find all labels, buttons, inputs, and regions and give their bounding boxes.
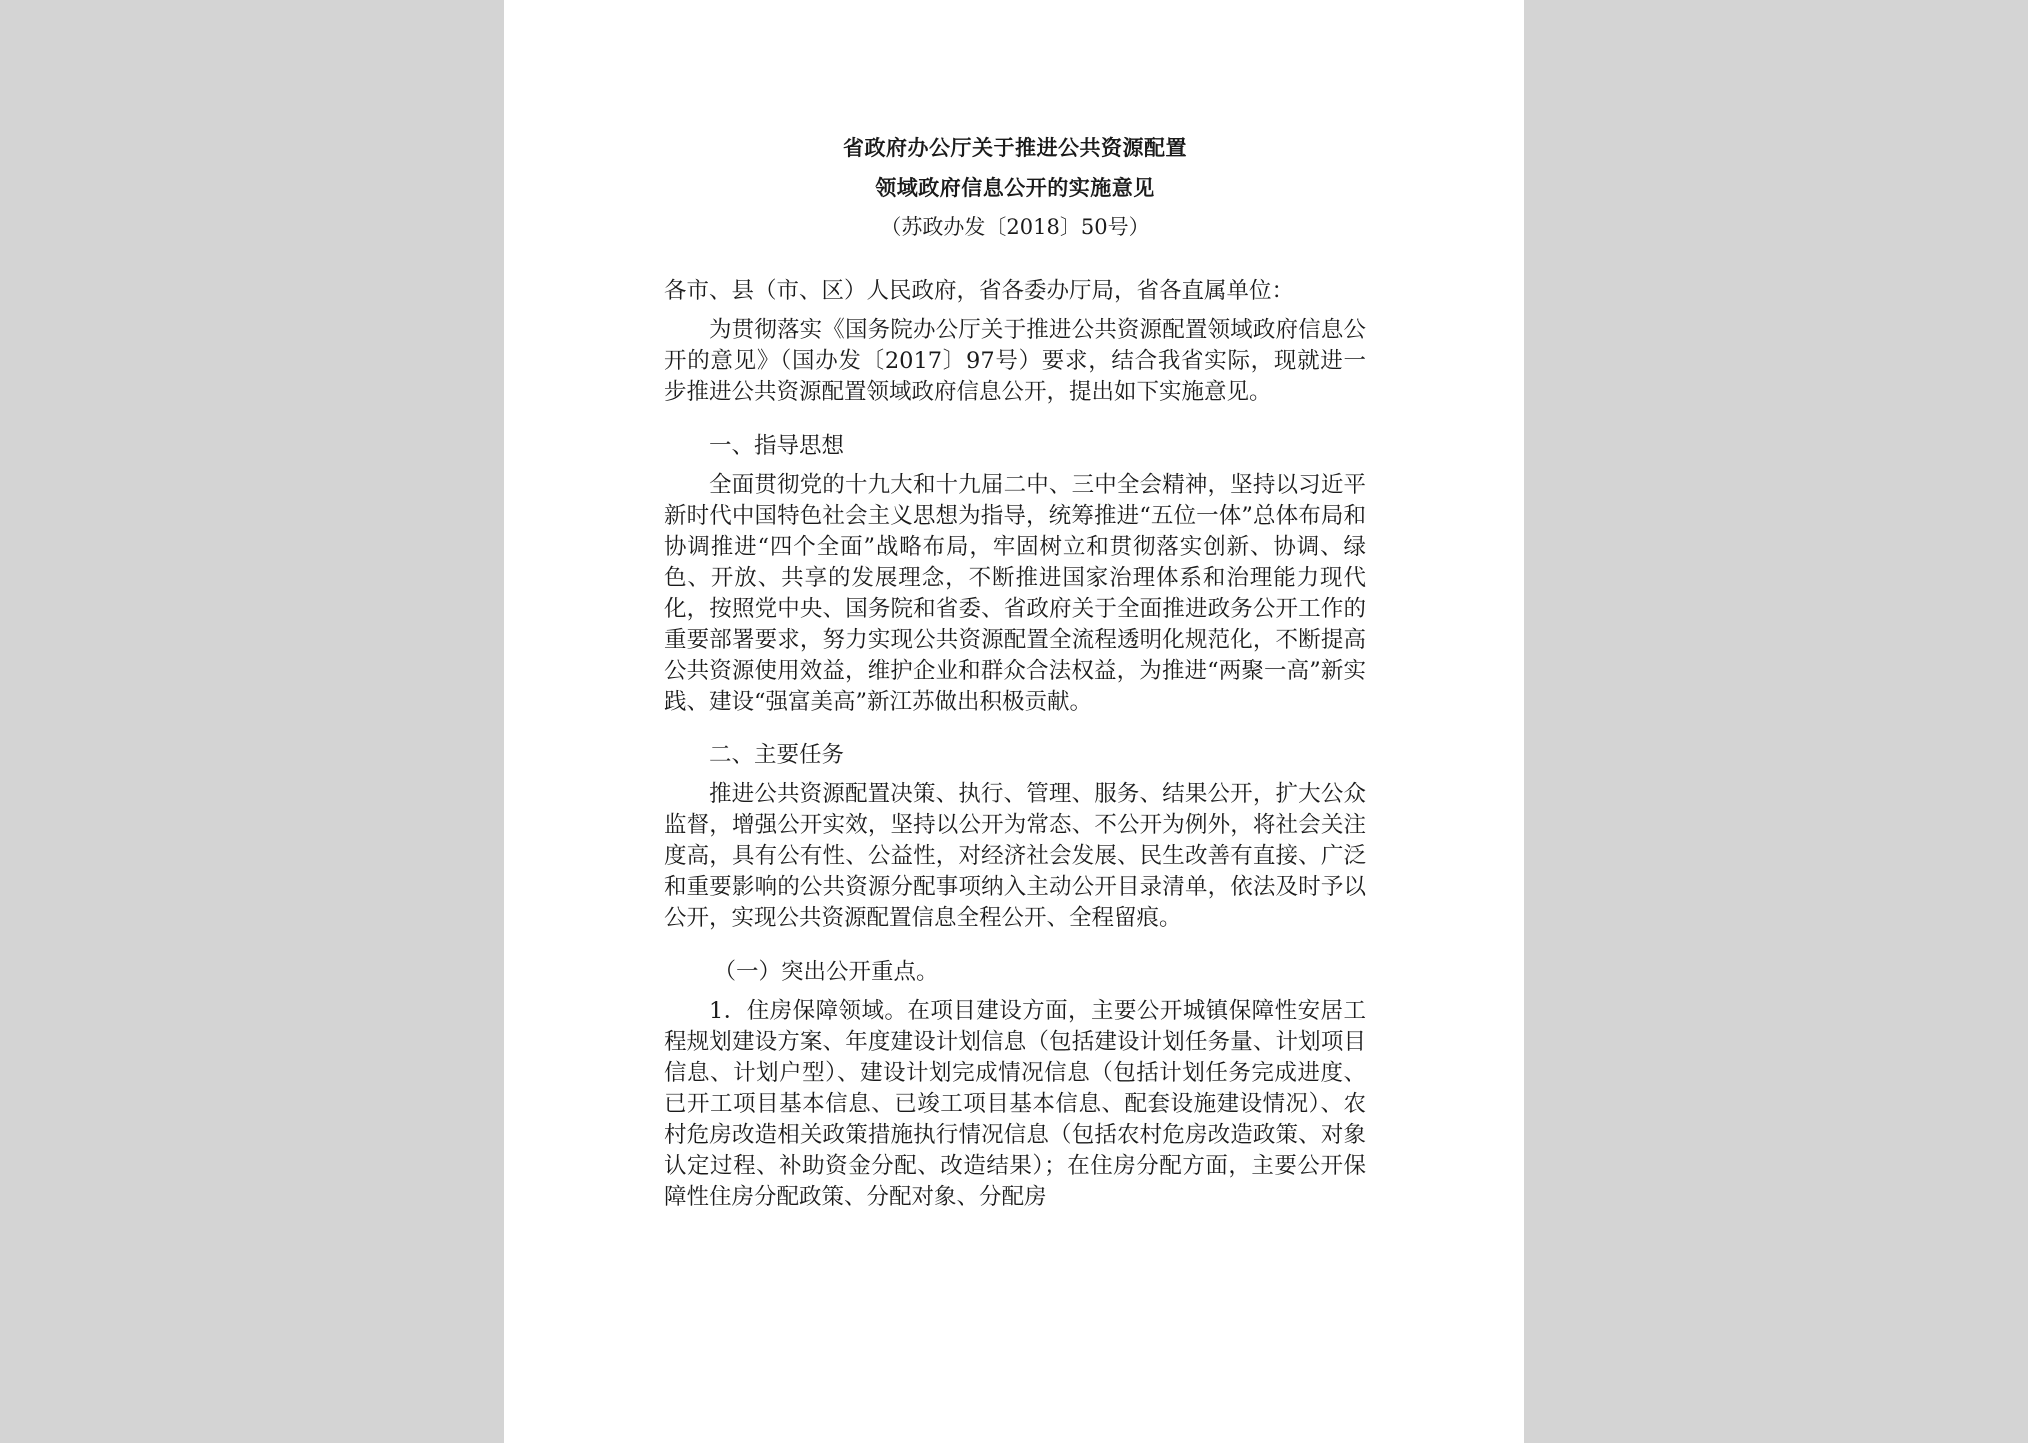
intro-paragraph: 为贯彻落实《国务院办公厅关于推进公共资源配置领域政府信息公开的意见》（国办发〔2017〕97号）要求，结合我省实际，现就进一步推进公共资源配置领域政府信息公开，提出如下实施意见。 (664, 317, 1366, 405)
subsection-1-heading: （一）突出公开重点。 (713, 958, 939, 985)
document-number: （苏政办发〔2018〕50号） (880, 215, 1150, 239)
salutation: 各市、县（市、区）人民政府，省各委办厅局，省各直属单位： (664, 278, 1295, 304)
section-1-paragraph: 全面贯彻党的十九大和十九届二中、三中全会精神，坚持以习近平新时代中国特色社会主义思想为指导，统筹推进“五位一体”总体布局和协调推进“四个全面”战略布局，牢固树立和贯彻落实创新、协调、绿色、开放、共享的发展理念，不断推进国家治理体系和治理能力现代化，按照党中央、国务院和省委、省政府关于全面推进政务公开工作的重要部署要求，努力实现公共资源配置全流程透明化规范化，不断提高公共资源使用效益，维护企业和群众合法权益，为推进“两聚一高”新实践、建设“强富美高”新江苏做出积极贡献。 (664, 471, 1366, 715)
item-1-paragraph: 1．住房保障领域。在项目建设方面，主要公开城镇保障性安居工程规划建设方案、年度建设计划信息（包括建设计划任务量、计划项目信息、计划户型）、建设计划完成情况信息（包括计划任务完成进度、已开工项目基本信息、已竣工项目基本信息、配套设施建设情况）、农村危房改造相关政策措施执行情况信息（包括农村危房改造政策、对象认定过程、补助资金分配、改造结果）；在住房分配方面，主要公开保障性住房分配政策、分配对象、分配房 (664, 997, 1366, 1210)
section-2-paragraph: 推进公共资源配置决策、执行、管理、服务、结果公开，扩大公众监督，增强公开实效，坚持以公开为常态、不公开为例外，将社会关注度高，具有公有性、公益性，对经济社会发展、民生改善有直接、广泛和重要影响的公共资源分配事项纳入主动公开目录清单，依法及时予以公开，实现公共资源配置信息全程公开、全程留痕。 (664, 781, 1366, 931)
section-1-heading: 一、指导思想 (709, 432, 845, 459)
document-title-line-2: 领域政府信息公开的实施意见 (875, 175, 1155, 200)
document-title-line-1: 省政府办公厅关于推进公共资源配置 (843, 135, 1187, 160)
document-page (504, 0, 1524, 1443)
section-2-heading: 二、主要任务 (709, 742, 845, 768)
